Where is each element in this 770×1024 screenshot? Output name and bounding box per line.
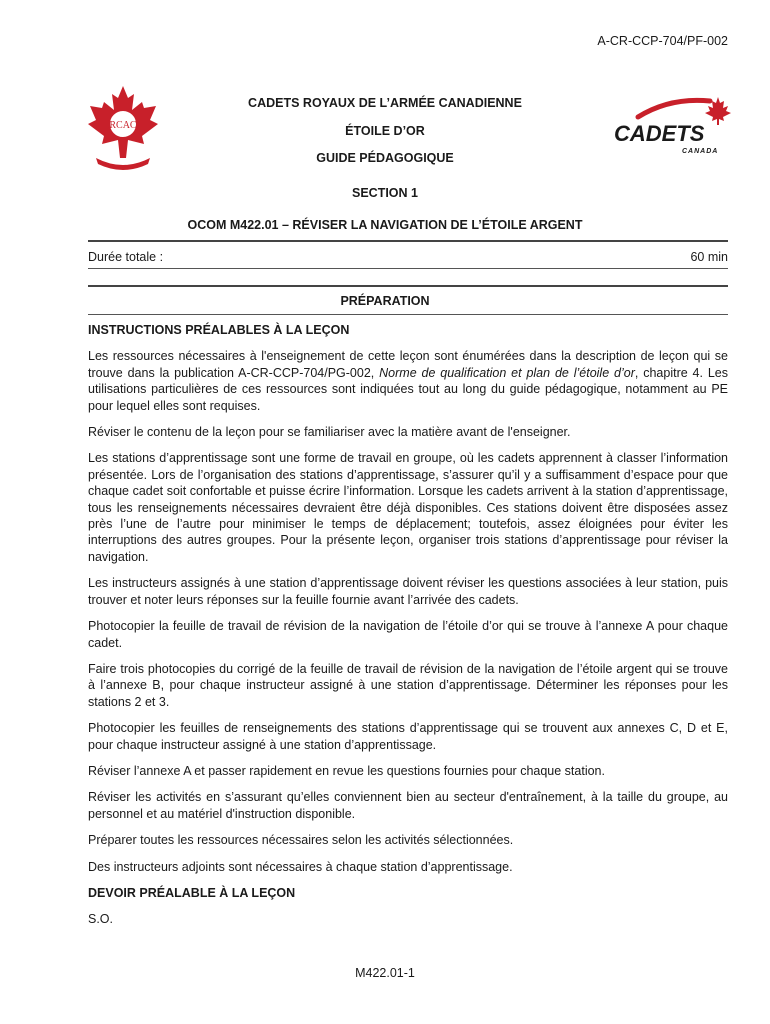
page-number: M422.01-1	[355, 966, 415, 980]
divider	[88, 240, 728, 242]
lesson-content	[88, 322, 728, 938]
cadets-wordmark: CADETS	[614, 121, 705, 146]
star-level-title: ÉTOILE D’OR	[345, 124, 425, 138]
guide-title: GUIDE PÉDAGOGIQUE	[316, 151, 454, 165]
homework-text: S.O.	[88, 912, 114, 927]
instructions-heading: INSTRUCTIONS PRÉALABLES À LA LEÇON	[88, 323, 350, 337]
paragraph: Des instructeurs adjoints sont nécessaires à chaque station d’apprentissage.	[88, 859, 513, 874]
ocom-title: OCOM M422.01 – RÉVISER LA NAVIGATION DE L’ÉTOILE ARGENT	[187, 218, 583, 232]
paragraph: Réviser le contenu de la leçon pour se familiariser avec la matière avant de l'enseigner.	[88, 425, 571, 440]
preparation-heading: PRÉPARATION	[340, 294, 430, 308]
duration-label: Durée totale :	[88, 250, 164, 264]
paragraph: Réviser l’annexe A et passer rapidement en revue les questions fournies pour chaque station.	[88, 763, 605, 778]
paragraph: Préparer toutes les ressources nécessaires selon les activités sélectionnées.	[88, 833, 514, 848]
paragraph: Photocopier la feuille de travail de révision de la navigation de l’étoile d’or qui se trouve à l’annexe A pour chaque cadet.	[88, 619, 728, 650]
duration-value: 60 min	[690, 250, 728, 264]
divider	[88, 314, 728, 315]
org-title: CADETS ROYAUX DE L’ARMÉE CANADIENNE	[248, 96, 522, 110]
canada-wordmark: CANADA	[682, 148, 719, 155]
paragraph: Les ressources nécessaires à l'enseignement de cette leçon sont énumérées dans la description de leçon qui se trouve dans la publication A-CR-CCP-704/PG-002, Norme de qualification et plan de l’étoile d’or, chapitre 4. Les utilisations particulières de ces ressources sont indiquées tout au long du guide pédagogique, notamment au PE pour lequel elles sont requises.	[88, 349, 728, 413]
crest-text: RCAC	[109, 120, 137, 131]
divider	[88, 285, 728, 287]
homework-heading: DEVOIR PRÉALABLE À LA LEÇON	[88, 885, 296, 900]
divider	[88, 268, 728, 269]
paragraph: Les instructeurs assignés à une station d’apprentissage doivent réviser les questions associées à leur station, puis trouver et noter leurs réponses sur la feuille fournie avant l’arrivée des cadets.	[88, 576, 728, 607]
paragraph: Faire trois photocopies du corrigé de la feuille de travail de révision de la navigation de l’étoile argent qui se trouve à l’annexe B, pour chaque instructeur assigné à une station d’apprentissage. Déterminer les réponses pour les stations 2 et 3.	[88, 661, 728, 709]
paragraph: Réviser les activités en s’assurant qu’elles conviennent bien au secteur d'entraînement, à la taille du groupe, au personnel et au matériel d'instruction disponible.	[88, 790, 728, 821]
paragraph: Les stations d’apprentissage sont une forme de travail en groupe, où les cadets apprennent à classer l’information présentée. Lors de l’organisation des stations d’apprentissage, s’assurer qu’il y a suffisamment d’espace pour que chaque cadet soit confortable et puisse écrire l’information. Lorsque les cadets arrivent à la station d’apprentissage, tous les renseignements nécessaires devraient être déjà disponibles. Ces stations doivent être disposées assez près l’une de l’autre pour minimiser le temps de déplacement; toutefois, assez éloignées pour éviter les interruptions des autres groupes. Pour la présente leçon, organiser trois stations d’apprentissage pour réviser la navigation.	[88, 451, 728, 564]
paragraph: Photocopier les feuilles de renseignements des stations d’apprentissage qui se trouvent aux annexes C, D et E, pour chaque instructeur assigné à une station d’apprentissage.	[88, 721, 728, 752]
document-reference: A-CR-CCP-704/PF-002	[597, 34, 728, 48]
section-title: SECTION 1	[352, 186, 418, 200]
